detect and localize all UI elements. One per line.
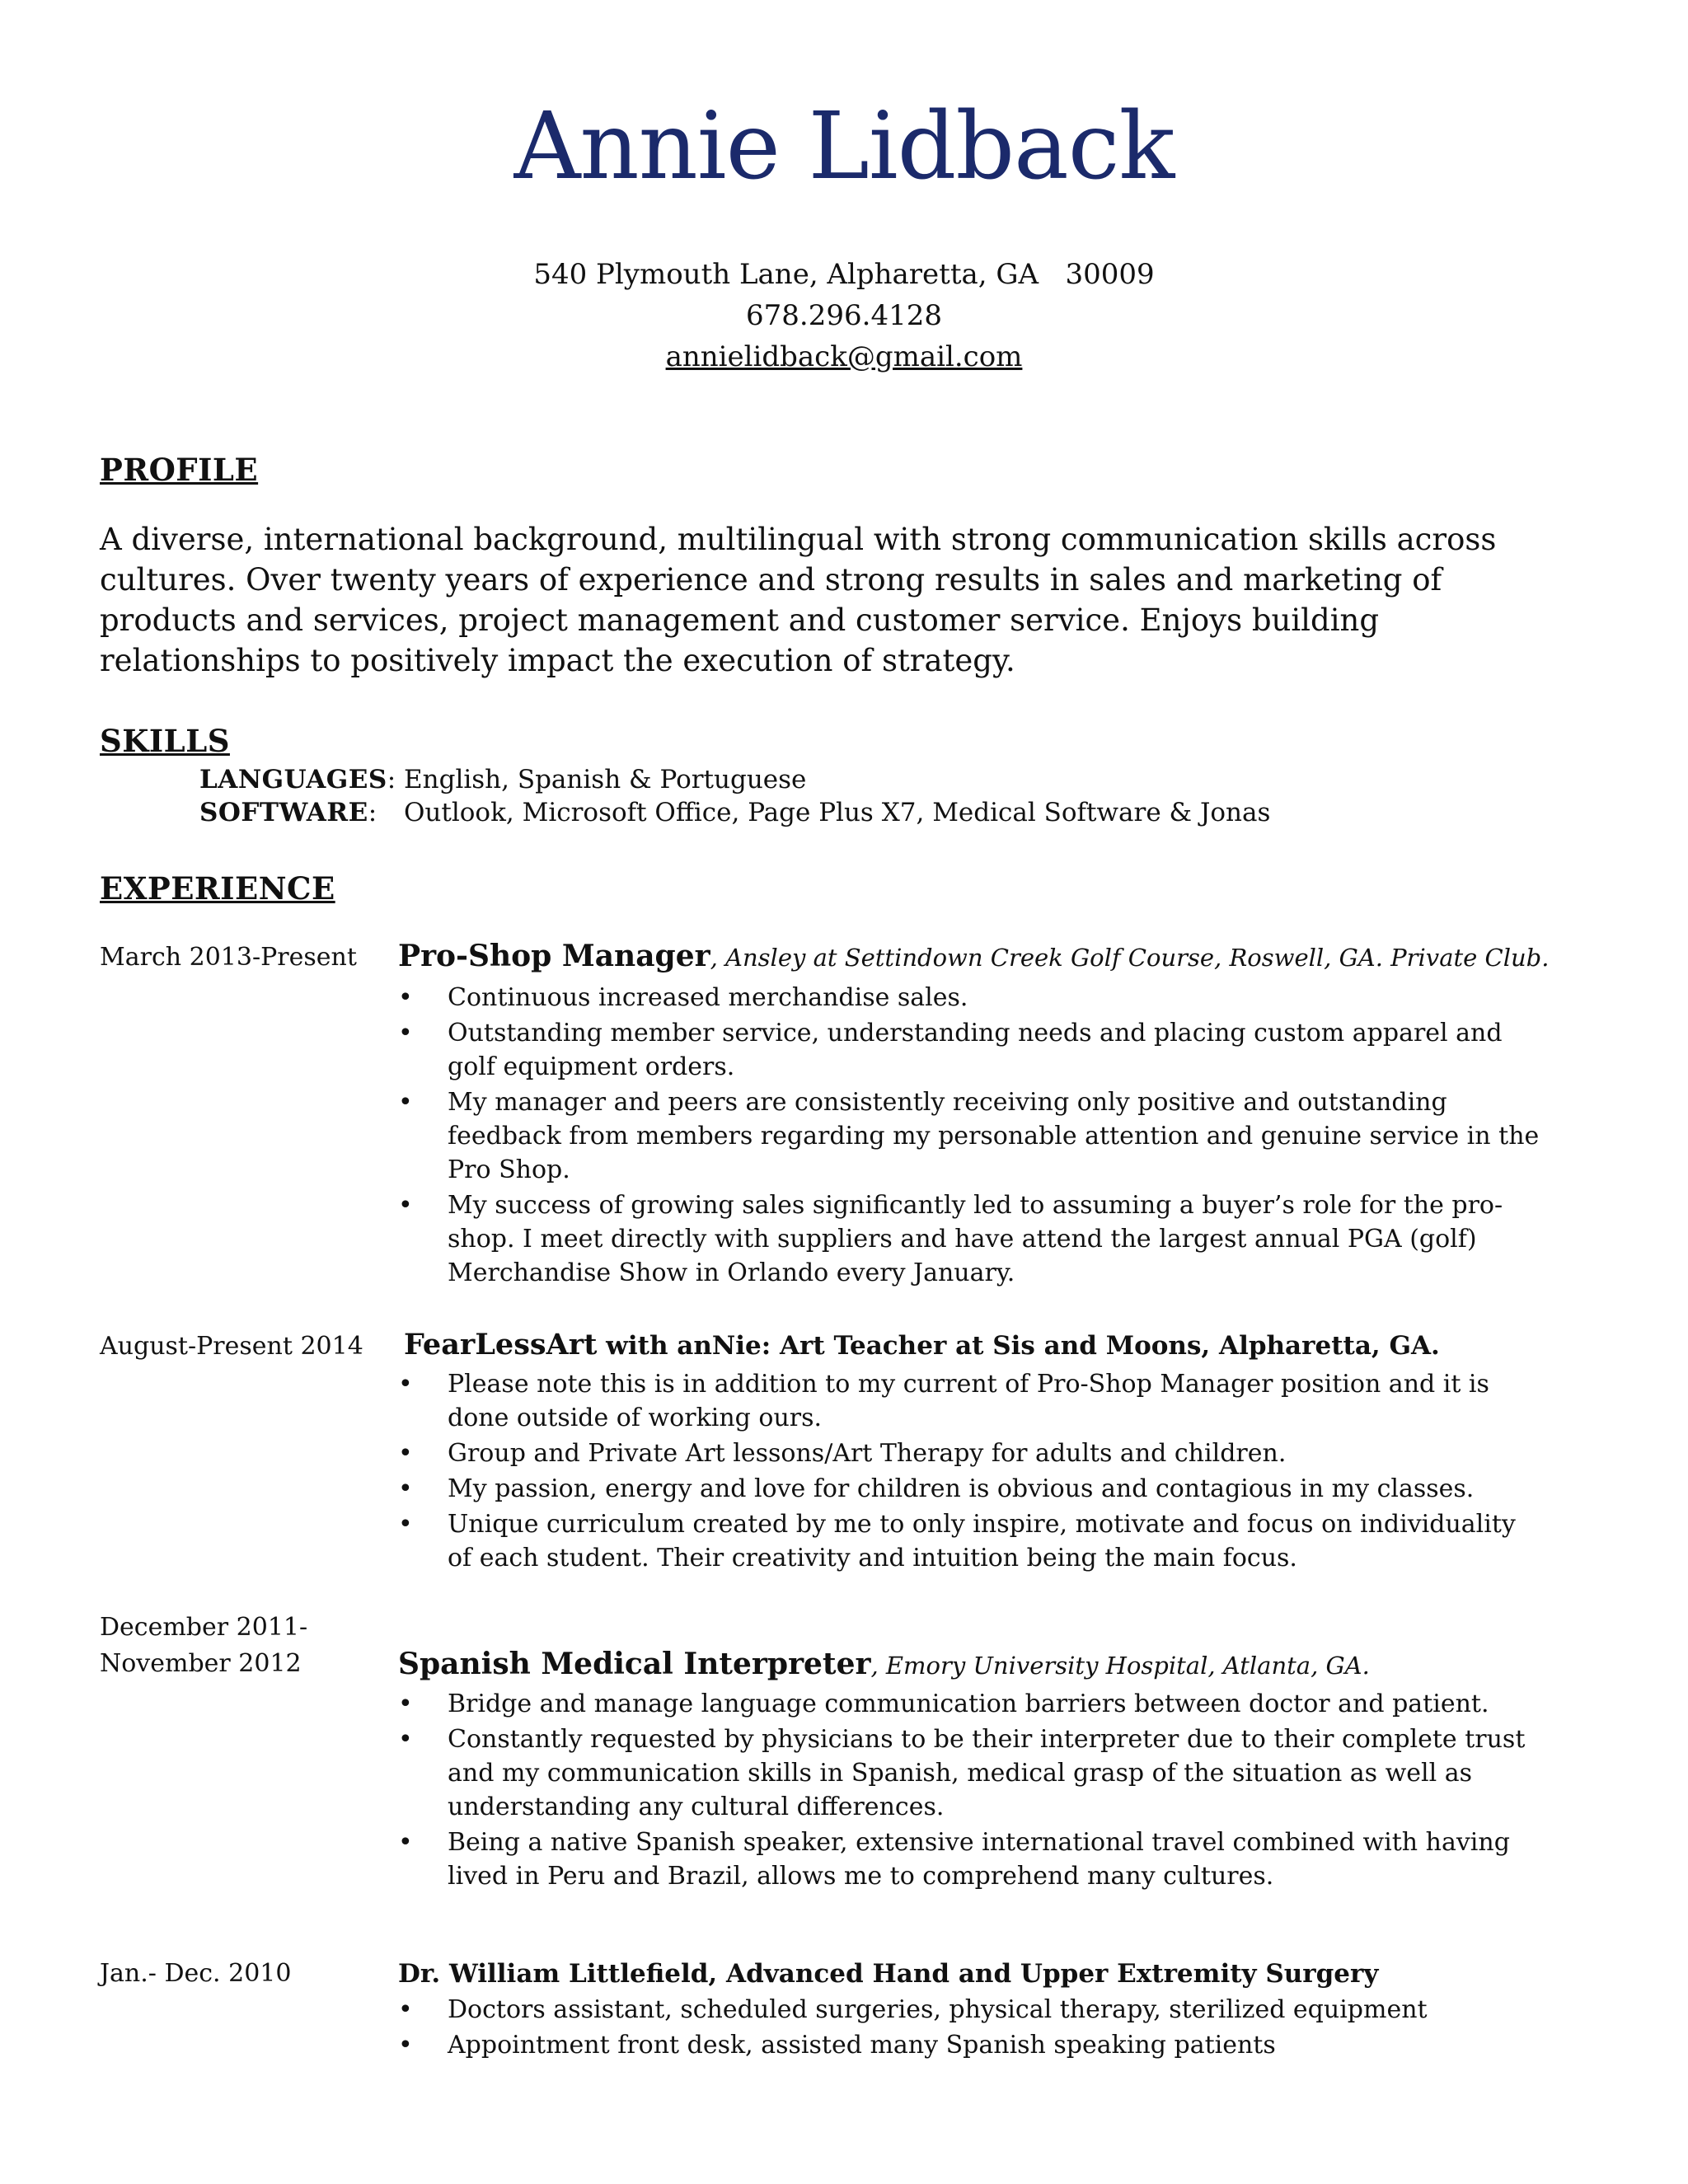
profile-text: A diverse, international background, multilingual with strong communication skills across cultures. Over twenty years of experience and strong results in sales and marketing of products and services, project management and customer service. Enjoys building relationships to positively impact the execution of strategy. bbox=[100, 522, 1497, 678]
job-bullets bbox=[398, 1687, 1544, 1895]
job-organization: , Emory University Hospital, Atlanta, GA. bbox=[870, 1652, 1370, 1680]
address: 540 Plymouth Lane, Alpharetta, GA 30009 bbox=[533, 258, 1155, 291]
languages-label: LANGUAGES bbox=[199, 765, 387, 794]
email-link[interactable]: annielidback@gmail.com bbox=[665, 340, 1023, 373]
candidate-name: Annie Lidback bbox=[513, 93, 1175, 200]
skill-languages: LANGUAGES: English, Spanish & Portuguese bbox=[199, 765, 807, 794]
job-title-suffix: with anNie bbox=[597, 1331, 762, 1361]
software-value: Outlook, Microsoft Office, Page Plus X7, Medical Software & Jonas bbox=[404, 798, 1271, 827]
profile-heading: PROFILE bbox=[100, 452, 259, 488]
job-title: Spanish Medical Interpreter bbox=[398, 1647, 871, 1681]
list-item: • Group and Private Art lessons/Art Therapy for adults and children. bbox=[398, 1436, 1544, 1470]
job-date: August-Present 2014 bbox=[100, 1332, 363, 1361]
job-date: Jan.- Dec. 2010 bbox=[100, 1959, 292, 1988]
experience-heading: EXPERIENCE bbox=[100, 870, 335, 907]
list-item: • Bridge and manage language communication barriers between doctor and patient. bbox=[398, 1687, 1544, 1721]
phone: 678.296.4128 bbox=[746, 299, 942, 332]
skill-software: SOFTWARE: Outlook, Microsoft Office, Page Plus X7, Medical Software & Jonas bbox=[199, 798, 1271, 827]
job-bullets bbox=[398, 981, 1544, 1291]
list-item: • My success of growing sales significantly led to assuming a buyer’s role for the pro-shop. I meet directly with suppliers and have attend the largest annual PGA (golf) Merchandise Show in Orlando every January. bbox=[398, 1188, 1544, 1290]
job-organization: : Art Teacher at Sis and Moons, Alpharetta, GA. bbox=[761, 1331, 1440, 1361]
job-bullets bbox=[398, 1993, 1544, 2064]
job-heading bbox=[404, 1327, 1440, 1364]
contact-block bbox=[0, 254, 1688, 377]
list-item: • Appointment front desk, assisted many Spanish speaking patients bbox=[398, 2028, 1544, 2062]
list-item: • Continuous increased merchandise sales. bbox=[398, 981, 1544, 1015]
job-date: March 2013-Present bbox=[100, 943, 357, 972]
job-date-line: November 2012 bbox=[100, 1649, 302, 1678]
job-heading bbox=[398, 938, 1549, 976]
skills-heading: SKILLS bbox=[100, 723, 230, 759]
list-item: • My manager and peers are consistently receiving only positive and outstanding feedback from members regarding my personable attention and genuine service in the Pro Shop. bbox=[398, 1085, 1544, 1187]
job-date-line: December 2011- bbox=[100, 1613, 308, 1642]
job-title: FearLessArt bbox=[404, 1328, 598, 1361]
list-item: • My passion, energy and love for children is obvious and contagious in my classes. bbox=[398, 1472, 1544, 1506]
list-item: • Outstanding member service, understanding needs and placing custom apparel and golf equipment orders. bbox=[398, 1016, 1544, 1084]
list-item: • Unique curriculum created by me to only inspire, motivate and focus on individuality of each student. Their creativity and intuition being the main focus. bbox=[398, 1507, 1544, 1575]
languages-value: English, Spanish & Portuguese bbox=[404, 765, 807, 794]
job-organization: , Ansley at Settindown Creek Golf Course, Roswell, GA. Private Club. bbox=[710, 944, 1550, 972]
job-date bbox=[100, 1610, 307, 1682]
list-item: • Doctors assistant, scheduled surgeries, physical therapy, sterilized equipment bbox=[398, 1993, 1544, 2027]
job-bullets bbox=[398, 1367, 1544, 1577]
software-label: SOFTWARE bbox=[199, 798, 368, 827]
job-title: Dr. William Littlefield, Advanced Hand and Upper Extremity Surgery bbox=[398, 1959, 1379, 1989]
job-heading bbox=[398, 1956, 1378, 1992]
list-item: • Being a native Spanish speaker, extensive international travel combined with having lived in Peru and Brazil, allows me to comprehend many cultures. bbox=[398, 1825, 1544, 1893]
list-item: • Constantly requested by physicians to be their interpreter due to their complete trust and my communication skills in Spanish, medical grasp of the situation as well as understanding any cultural differences. bbox=[398, 1722, 1544, 1824]
job-title: Pro-Shop Manager bbox=[398, 939, 710, 973]
job-heading bbox=[398, 1646, 1370, 1684]
list-item: • Please note this is in addition to my current of Pro-Shop Manager position and it is done outside of working ours. bbox=[398, 1367, 1544, 1435]
